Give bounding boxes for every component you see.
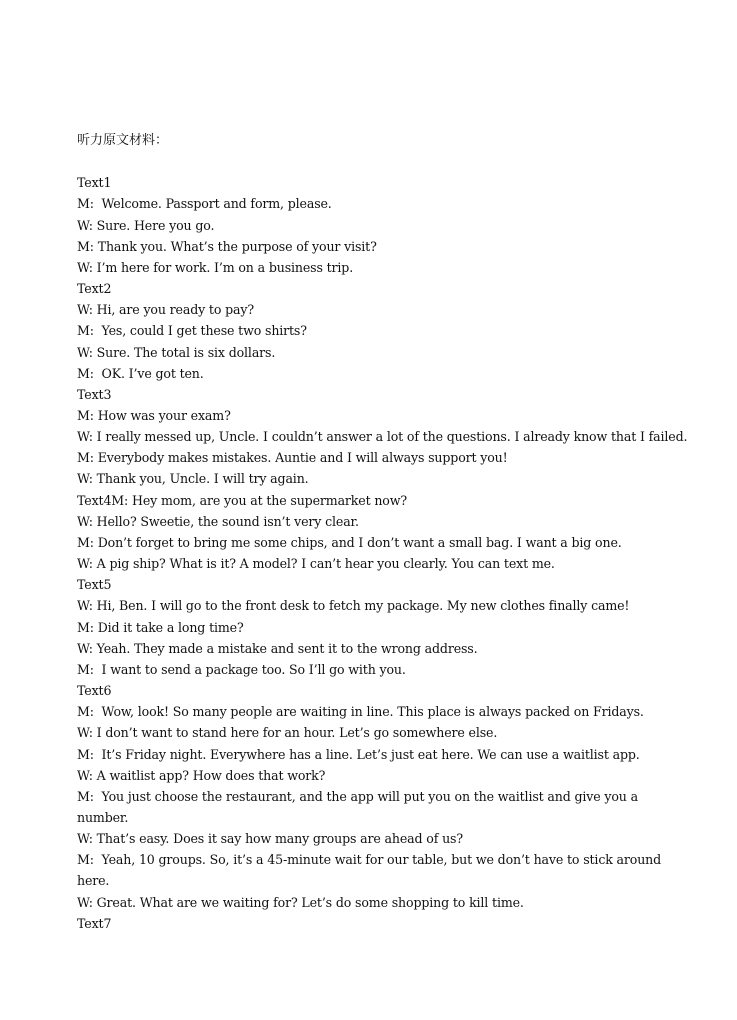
transcript-line: W: Yeah. They made a mistake and sent it to the wrong address. — [77, 640, 478, 656]
transcript-line: M: Don’t forget to bring me some chips, and I don’t want a small bag. I want a big one. — [77, 534, 622, 550]
transcript-line: M: It’s Friday night. Everywhere has a line. Let’s just eat here. We can use a waitlist app. — [77, 746, 640, 762]
document-heading: 听力原文材料： — [77, 133, 169, 148]
transcript-line: number. — [77, 809, 129, 825]
transcript-line: W: A waitlist app? How does that work? — [77, 767, 326, 783]
transcript-line: Text7 — [77, 915, 112, 931]
transcript-line: M: OK. I’ve got ten. — [77, 365, 204, 381]
transcript-line: W: A pig ship? What is it? A model? I can’t hear you clearly. You can text me. — [77, 556, 555, 572]
transcript-line: W: That’s easy. Does it say how many groups are ahead of us? — [77, 831, 463, 847]
transcript-line: Text4M: Hey mom, are you at the supermarket now? — [77, 492, 407, 508]
transcript-line: M: I want to send a package too. So I’ll go with you. — [77, 661, 406, 677]
transcript-line: Text3 — [77, 386, 112, 402]
transcript-line: W: I don’t want to stand here for an hour. Let’s go somewhere else. — [77, 725, 498, 741]
transcript-line: W: I really messed up, Uncle. I couldn’t answer a lot of the questions. I already know that I failed. — [77, 429, 688, 445]
transcript-body — [77, 130, 697, 934]
transcript-line: M: Welcome. Passport and form, please. — [77, 196, 332, 212]
transcript-line: M: Yeah, 10 groups. So, it’s a 45-minute wait for our table, but we don’t have to stick around — [77, 852, 662, 868]
transcript-line: W: I’m here for work. I’m on a business trip. — [77, 259, 354, 275]
transcript-line: W: Thank you, Uncle. I will try again. — [77, 471, 309, 487]
transcript-line: Text1 — [77, 175, 112, 191]
transcript-line: W: Sure. Here you go. — [77, 217, 215, 233]
transcript-line: Text5 — [77, 577, 112, 593]
transcript-line: here. — [77, 873, 110, 889]
transcript-lines — [77, 172, 697, 934]
transcript-line: M: You just choose the restaurant, and the app will put you on the waitlist and give you a — [77, 788, 638, 804]
transcript-line: M: How was your exam? — [77, 408, 231, 424]
transcript-line: M: Wow, look! So many people are waiting in line. This place is always packed on Fridays. — [77, 704, 644, 720]
transcript-line: W: Hi, Ben. I will go to the front desk to fetch my package. My new clothes finally came! — [77, 598, 630, 614]
transcript-line: W: Sure. The total is six dollars. — [77, 344, 276, 360]
transcript-line: Text2 — [77, 281, 112, 297]
transcript-line: W: Great. What are we waiting for? Let’s do some shopping to kill time. — [77, 894, 524, 910]
transcript-line: M: Thank you. What’s the purpose of your visit? — [77, 238, 377, 254]
transcript-line: M: Did it take a long time? — [77, 619, 244, 635]
transcript-line: M: Everybody makes mistakes. Auntie and I will always support you! — [77, 450, 508, 466]
transcript-line: M: Yes, could I get these two shirts? — [77, 323, 307, 339]
transcript-line: Text6 — [77, 683, 112, 699]
transcript-line: W: Hello? Sweetie, the sound isn’t very clear. — [77, 513, 359, 529]
transcript-line: W: Hi, are you ready to pay? — [77, 302, 254, 318]
